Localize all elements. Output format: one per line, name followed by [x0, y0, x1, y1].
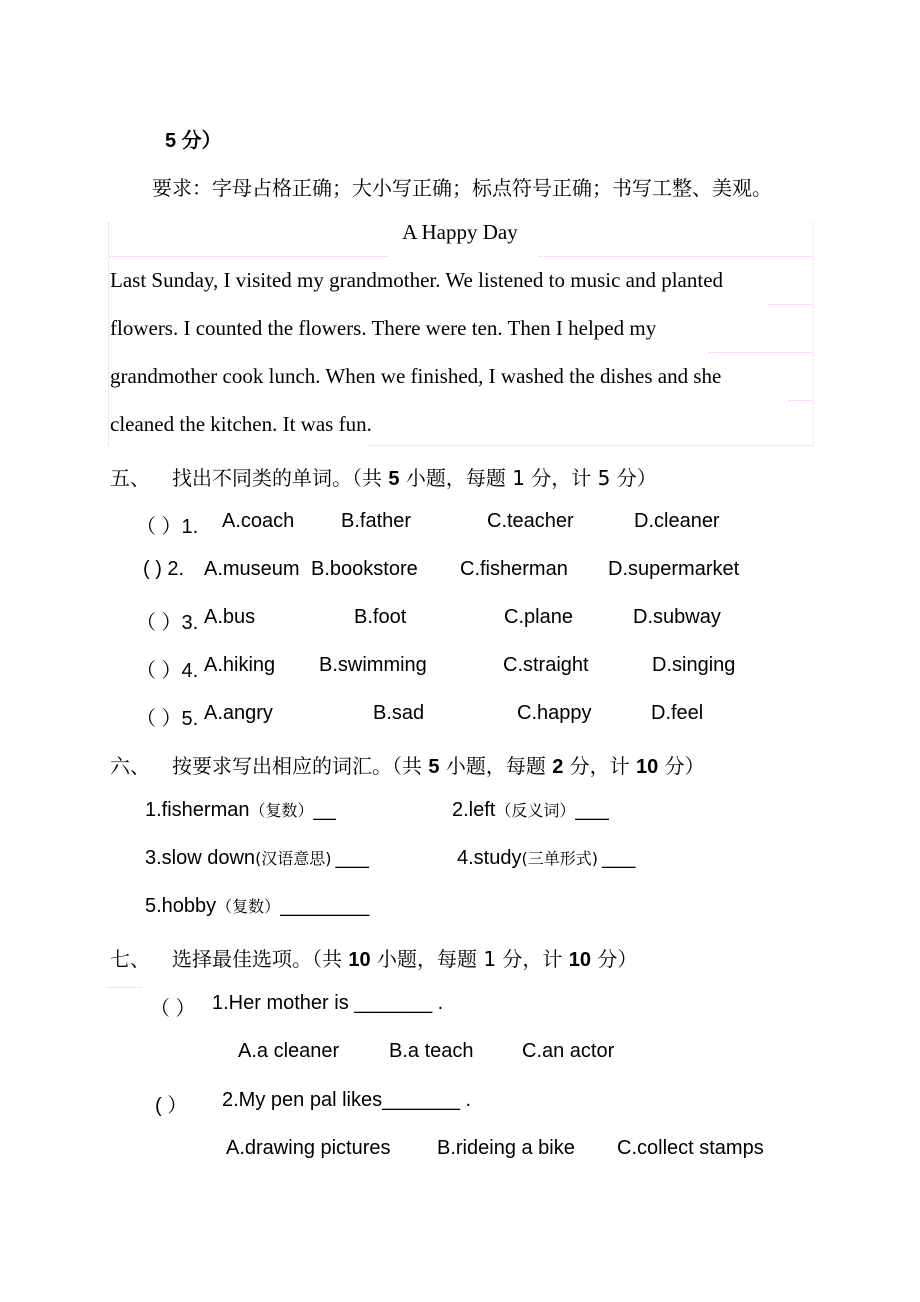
option-d: D.feel [651, 702, 704, 724]
section-number: 六、 [110, 754, 150, 778]
option-b: B.sad [373, 702, 425, 724]
guide-line [109, 256, 389, 257]
option-a: A.angry [204, 702, 273, 724]
guide-line [108, 987, 142, 988]
section-number: 七、 [110, 947, 150, 971]
passage-line: flowers. I counted the flowers. There were ten. Then I helped my [110, 316, 657, 340]
option-d: D.singing [652, 654, 736, 676]
section-5-heading: 五、 找出不同类的单词。（共 5 小题，每题 1 分，计 5 分） [110, 466, 657, 490]
answer-blank[interactable]: ___ [601, 847, 636, 869]
option-a: A.a cleaner [238, 1040, 340, 1062]
option-a: A.hiking [204, 654, 276, 676]
score-text: 5 分） [165, 130, 222, 152]
guide-line [709, 352, 813, 353]
question-stem: 2.My pen pal likes_______ . [222, 1089, 472, 1111]
answer-blank[interactable]: ________ [280, 895, 370, 917]
vocab-item-5: 5.hobby（复数）________ [145, 895, 370, 917]
guide-line [769, 304, 813, 305]
vocab-item-3: 3.slow down(汉语意思) ___ [145, 847, 369, 869]
answer-paren[interactable]: （ ）3. [136, 612, 199, 634]
previous-question-score-tail [165, 124, 222, 153]
vocab-item-4: 4.study(三单形式) ___ [457, 847, 636, 869]
vocab-item-2: 2.left（反义词）___ [452, 799, 609, 821]
guide-line [369, 445, 813, 446]
answer-paren[interactable]: （ ）1. [136, 516, 199, 538]
option-b: B.bookstore [311, 558, 418, 580]
option-b: B.father [341, 510, 412, 532]
answer-paren[interactable]: （ ）4. [136, 660, 199, 682]
question-stem: 1.Her mother is _______ . [212, 992, 444, 1014]
option-a: A.museum [204, 558, 300, 580]
answer-blank[interactable]: __ [313, 799, 336, 821]
option-c: C.straight [503, 654, 589, 676]
option-c: C.an actor [522, 1040, 615, 1062]
passage-line: grandmother cook lunch. When we finished, I washed the dishes and she [110, 364, 722, 388]
answer-paren[interactable]: ( ） [155, 1095, 188, 1117]
answer-blank[interactable]: ___ [335, 847, 369, 869]
option-a: A.coach [222, 510, 295, 532]
answer-paren[interactable]: （ ） [150, 998, 196, 1020]
option-c: C.fisherman [460, 558, 568, 580]
guide-line [789, 400, 813, 401]
option-b: B.a teach [389, 1040, 474, 1062]
passage-line: Last Sunday, I visited my grandmother. We listened to music and planted [110, 268, 724, 292]
option-b: B.rideing a bike [437, 1137, 575, 1159]
writing-requirement: 要求：字母占格正确；大小写正确；标点符号正确；书写工整、美观。 [152, 176, 772, 200]
section-number: 五、 [110, 466, 150, 490]
option-c: C.plane [504, 606, 573, 628]
passage-line: cleaned the kitchen. It was fun. [110, 412, 372, 436]
option-c: C.teacher [487, 510, 574, 532]
option-d: D.cleaner [634, 510, 720, 532]
guide-line [539, 256, 813, 257]
passage-title: A Happy Day [402, 220, 518, 244]
option-d: D.supermarket [608, 558, 740, 580]
option-c: C.collect stamps [617, 1137, 764, 1159]
answer-paren[interactable]: ( ) 2. [143, 558, 185, 580]
option-d: D.subway [633, 606, 721, 628]
option-b: B.swimming [319, 654, 427, 676]
section-6-heading: 六、 按要求写出相应的词汇。（共 5 小题，每题 2 分，计 10 分） [110, 754, 705, 778]
answer-blank[interactable]: ___ [575, 799, 609, 821]
option-a: A.bus [204, 606, 256, 628]
option-b: B.foot [354, 606, 407, 628]
answer-paren[interactable]: （ ）5. [136, 708, 199, 730]
vocab-item-1: 1.fisherman（复数）__ [145, 799, 336, 821]
option-c: C.happy [517, 702, 592, 724]
section-7-heading: 七、 选择最佳选项。（共 10 小题，每题 1 分，计 10 分） [110, 947, 638, 971]
option-a: A.drawing pictures [226, 1137, 391, 1159]
